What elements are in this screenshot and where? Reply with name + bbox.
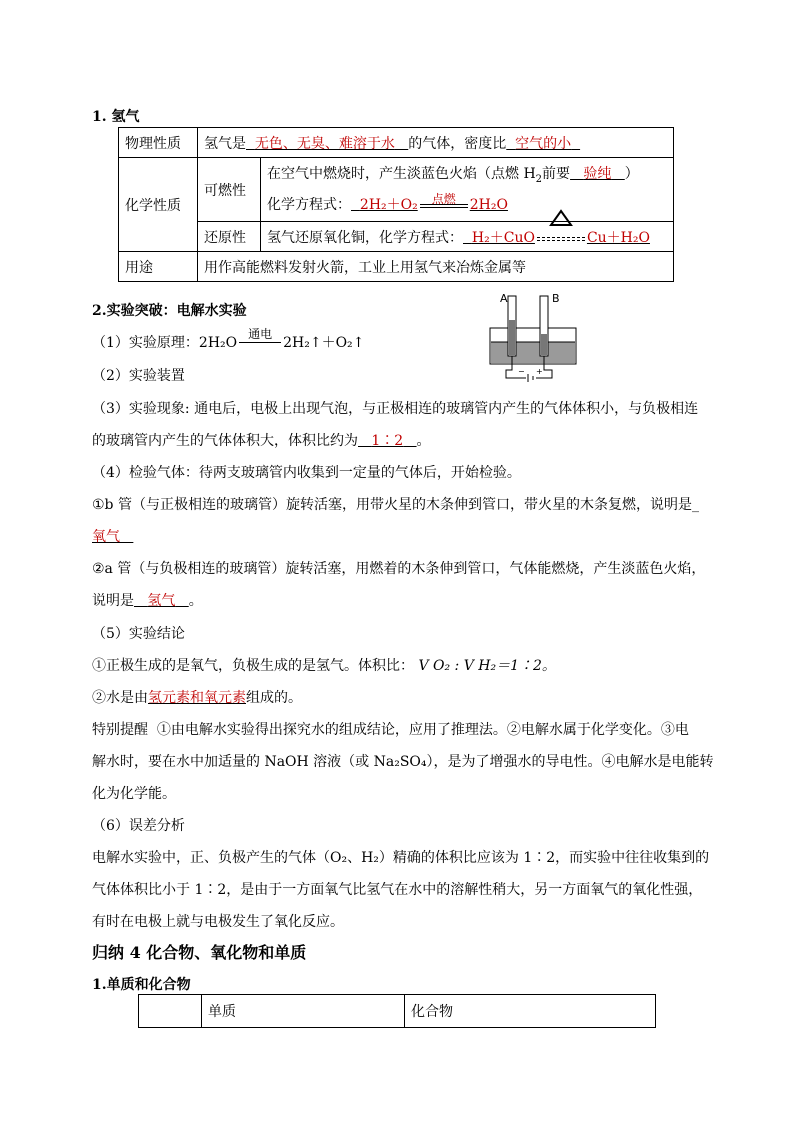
error-heading: （6）误差分析 bbox=[92, 818, 185, 834]
principle-text-a: （1）实验原理：2H₂O bbox=[92, 335, 238, 351]
element-compound-table bbox=[138, 994, 656, 1028]
phys-text-a: 氢气是 bbox=[204, 135, 246, 152]
phenomenon-fill: 1∶2 bbox=[371, 433, 404, 449]
phys-cell bbox=[198, 128, 674, 158]
label-b: B bbox=[552, 292, 560, 305]
error-line3: 有时在电极上就与电极发生了氧化反应。 bbox=[92, 914, 344, 930]
conclusion-1-ratio: V O₂ : V H₂＝1∶2。 bbox=[418, 658, 556, 674]
phys-label: 物理性质 bbox=[119, 128, 198, 158]
conclusion-1-text-a: ①正极生成的是氧气，负极生成的是氢气。体积比： bbox=[92, 658, 414, 674]
reduce-cell bbox=[261, 222, 674, 252]
svg-text:−: − bbox=[518, 367, 525, 376]
table-corner-cell bbox=[139, 995, 202, 1028]
test-b-fill: 氧气 bbox=[92, 529, 120, 545]
test-a-text-a: 说明是 bbox=[92, 593, 134, 609]
phenomenon-line2 bbox=[92, 431, 712, 451]
tip-line2: 解水时，要在水中加适量的 NaOH 溶液（或 Na₂SO₄），是为了增强水的导电性。④电解水是电能转 bbox=[92, 754, 714, 770]
principle-line bbox=[92, 327, 712, 353]
combust-cell: 在空气中燃烧时，产生淡蓝色火焰（点燃 $H_2$前要 验纯 ） 化学方程式： 2H₂＋O₂ 点燃 2H₂O bbox=[261, 158, 674, 222]
phys-fill1: 无色、无臭、难溶于水 bbox=[254, 135, 395, 152]
principle-cond: 通电 bbox=[248, 327, 273, 341]
svg-text:+: + bbox=[536, 367, 543, 376]
section3-sub: 1.单质和化合物 bbox=[92, 977, 191, 993]
error-line1: 电解水实验中，正、负极产生的气体（O₂、H₂）精确的体积比应该为 1∶2，而实验中往往收集到的 bbox=[92, 850, 710, 866]
test-a-line1: ②a 管（与负极相连的玻璃管）旋转活塞，用燃着的木条伸到管口，气体能燃烧，产生淡蓝色火焰， bbox=[92, 561, 706, 577]
conclusion-2-text-a: ②水是由 bbox=[92, 690, 148, 706]
combust-eq-arrow bbox=[418, 192, 470, 212]
conclusion-2-text-b: 组成的。 bbox=[246, 690, 302, 706]
test-b-line1: ①b 管（与正极相连的玻璃管）旋转活塞，用带火星的木条伸到管口，带火星的木条复燃，说明是_ bbox=[92, 497, 699, 513]
test-a-text-b: 。 bbox=[188, 593, 203, 609]
col-single: 单质 bbox=[202, 995, 405, 1028]
section3-heading: 归纳 4 化合物、氧化物和单质 bbox=[92, 943, 307, 962]
reduce-label: 还原性 bbox=[198, 222, 261, 252]
hydrogen-table bbox=[118, 127, 674, 282]
conclusion-2 bbox=[92, 688, 712, 708]
combust-eq-left: 2H₂＋O₂ bbox=[359, 197, 418, 214]
combust-label: 可燃性 bbox=[198, 158, 261, 222]
reduce-text: 氢气还原氧化铜，化学方程式： bbox=[267, 229, 463, 246]
principle-arrow bbox=[237, 327, 283, 350]
apparatus-line: （2）实验装置 bbox=[92, 368, 185, 384]
test-a-fill: 氢气 bbox=[147, 593, 176, 609]
combust-eq-label: 化学方程式： bbox=[267, 197, 351, 214]
chem-label: 化学性质 bbox=[119, 158, 198, 252]
section2-title: 2.实验突破：电解水实验 bbox=[92, 303, 247, 319]
section1-title: 1. 氢气 bbox=[92, 109, 140, 125]
tip-label: 特别提醒 bbox=[92, 722, 148, 738]
combust-eq-right: 2H₂O bbox=[469, 197, 508, 214]
phys-text-b: 的气体，密度比 bbox=[408, 135, 507, 152]
tip-line1 bbox=[92, 720, 712, 740]
use-label: 用途 bbox=[119, 252, 198, 282]
combust-fill: 验纯 bbox=[583, 165, 612, 182]
reduce-eq-arrow bbox=[535, 231, 587, 245]
reduce-eq-right: Cu＋H₂O bbox=[586, 229, 650, 246]
test-line: （4）检验气体：待两支玻璃管内收集到一定量的气体后，开始检验。 bbox=[92, 465, 521, 481]
use-text: 用作高能燃料发射火箭，工业上用氢气来冶炼金属等 bbox=[198, 252, 674, 282]
conclusion-heading: （5）实验结论 bbox=[92, 626, 185, 642]
test-b-line2 bbox=[92, 527, 712, 547]
electrolysis-apparatus-diagram bbox=[478, 290, 588, 386]
tip-line3: 化为化学能。 bbox=[92, 786, 176, 802]
error-line2: 气体体积比小于 1∶2，是由于一方面氧气比氢气在水中的溶解性稍大，另一方面氧气的氧化性强， bbox=[92, 882, 703, 898]
combust-cond: 点燃 bbox=[431, 192, 456, 207]
combust-text-b: 前要 bbox=[542, 165, 571, 182]
combust-text-c: ） bbox=[624, 165, 639, 182]
reduce-eq-left: H₂＋CuO bbox=[471, 229, 535, 246]
phenomenon-text-b: 。 bbox=[416, 433, 431, 449]
combust-text-a: 在空气中燃烧时，产生淡蓝色火焰（点燃 H bbox=[267, 165, 536, 182]
phenomenon-line1: （3）实验现象: 通电后，电极上出现气泡，与正极相连的玻璃管内产生的气体体积小，与负极相连 bbox=[92, 401, 699, 417]
col-compound: 化合物 bbox=[405, 995, 656, 1028]
conclusion-1 bbox=[92, 656, 712, 676]
label-a: A bbox=[500, 292, 508, 305]
phys-fill2: 空气的小 bbox=[515, 135, 572, 152]
heat-triangle-icon bbox=[549, 209, 573, 227]
principle-text-b: 2H₂↑＋O₂↑ bbox=[283, 335, 365, 351]
phenomenon-text-a: 的玻璃管内产生的气体体积大，体积比约为 bbox=[92, 433, 358, 449]
tip-text-1: ①由电解水实验得出探究水的组成结论，应用了推理法。②电解水属于化学变化。③电 bbox=[156, 722, 689, 738]
test-a-line2 bbox=[92, 591, 712, 611]
conclusion-2-fill: 氢元素和氧元素 bbox=[148, 690, 246, 706]
